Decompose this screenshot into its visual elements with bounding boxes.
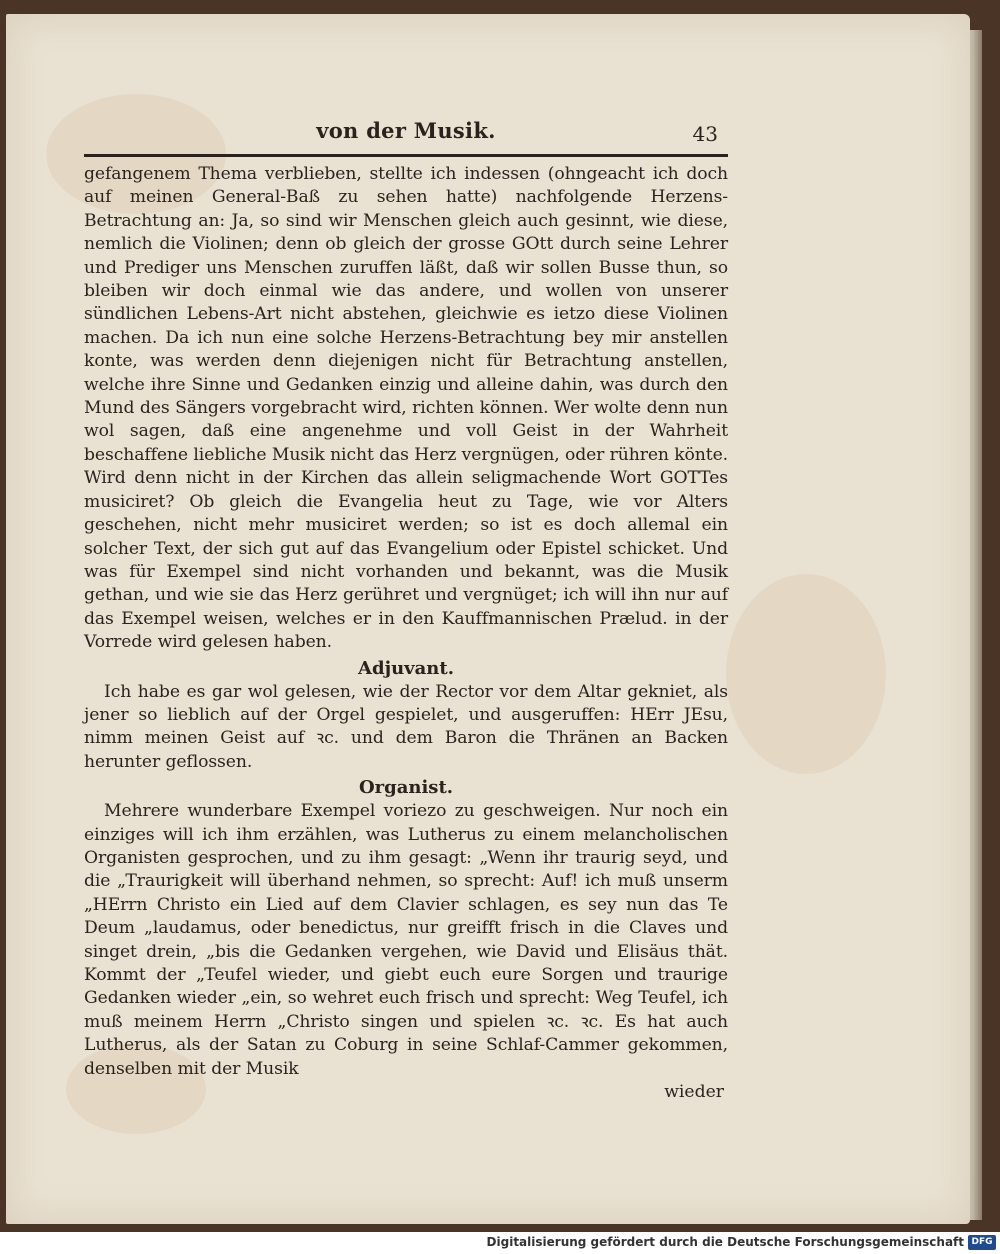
body-paragraph: Mehrere wunderbare Exempel voriezo zu geschweigen. Nur noch ein einziges will ich ihm erzählen, was Lutherus zu einem melancholischen Organisten gesprochen, und zu ihm gesagt: „Wenn ihr traurig seyd, und die „Traurigkeit will überhand nehmen, so sprecht: Auf! ich muß unserm „HErrn Christo ein Lied auf dem Clavier schlagen, es sey nun das Te Deum „laudamus, oder benedictus, nur greifft frisch in die Claves und singet drein, „bis die Gedanken vergehen, wie David und Elisäus thät. Kommt der „Teufel wieder, und giebt euch eure Sorgen und traurige Gedanken wieder „ein, so wehret euch frisch und sprecht: Weg Teufel, ich muß meinem Herrn „Christo singen und spielen ꝛc. ꝛc. Es hat auch Lutherus, als der Satan zu Coburg in seine Schlaf-Cammer gekommen, denselben mit der Musik	[84, 801, 728, 1079]
dfg-logo: DFG	[968, 1235, 996, 1250]
header-rule	[84, 154, 728, 157]
paper-stain	[726, 574, 886, 774]
body-paragraph: gefangenem Thema verblieben, stellte ich indessen (ohngeacht ich doch auf meinen General-Baß zu sehen hatte) nachfolgende Herzens-Betrachtung an: Ja, so sind wir Menschen gleich auch gesinnt, wie diese, nemlich die Violinen; denn ob gleich der grosse GOtt durch seine Lehrer und Prediger uns Menschen zuruffen läßt, daß wir sollen Busse thun, so bleiben wir doch einmal wie das andere, und wollen von unserer sündlichen Lebens-Art nicht abstehen, gleichwie es ietzo diese Violinen machen. Da ich nun eine solche Herzens-Betrachtung bey mir anstellen konte, was werden denn diejenigen nicht für Betrachtung anstellen, welche ihre Sinne und Gedanken einzig und alleine dahin, was durch den Mund des Sängers vorgebracht wird, richten können. Wer wolte denn nun wol sagen, daß eine angenehme und voll Geist in der Wahrheit beschaffene liebliche Musik nicht das Herz vergnügen, oder rühren könte. Wird denn nicht in der Kirchen das allein seligmachende Wort GOTTes musiciret? Ob gleich die Evangelia heut zu Tage, wie vor Alters geschehen, nicht mehr musiciret werden; so ist es doch allemal ein solcher Text, der sich gut auf das Evangelium oder Epistel schicket. Und was für Exempel sind nicht vorhanden und bekannt, was die Musik gethan, und wie sie das Herz gerühret und vergnüget; ich will ihn nur auf das Exempel weisen, welches er in den Kauffmannischen Prælud. in der Vorrede wird gelesen haben.	[84, 164, 729, 653]
speaker-heading-organist: Organist.	[358, 777, 454, 799]
body-paragraph: Ich habe es gar wol gelesen, wie der Rector vor dem Altar gekniet, als jener so lieblich auf der Orgel gespielet, und ausgeruffen: HErr JEsu, nimm meinen Geist auf ꝛc. und dem Baron die Thränen an Backen herunter geflossen.	[84, 681, 728, 772]
page-text-block	[84, 114, 728, 1103]
catchword: wieder	[664, 1082, 724, 1103]
speaker-heading-adjuvant: Adjuvant.	[358, 657, 454, 679]
page-number: 43	[692, 122, 718, 146]
page-header	[84, 114, 728, 152]
running-head: von der Musik.	[316, 118, 496, 143]
footer-bar	[0, 1232, 1000, 1254]
funding-credit: Digitalisierung gefördert durch die Deutsche Forschungsgemeinschaft	[486, 1235, 964, 1249]
